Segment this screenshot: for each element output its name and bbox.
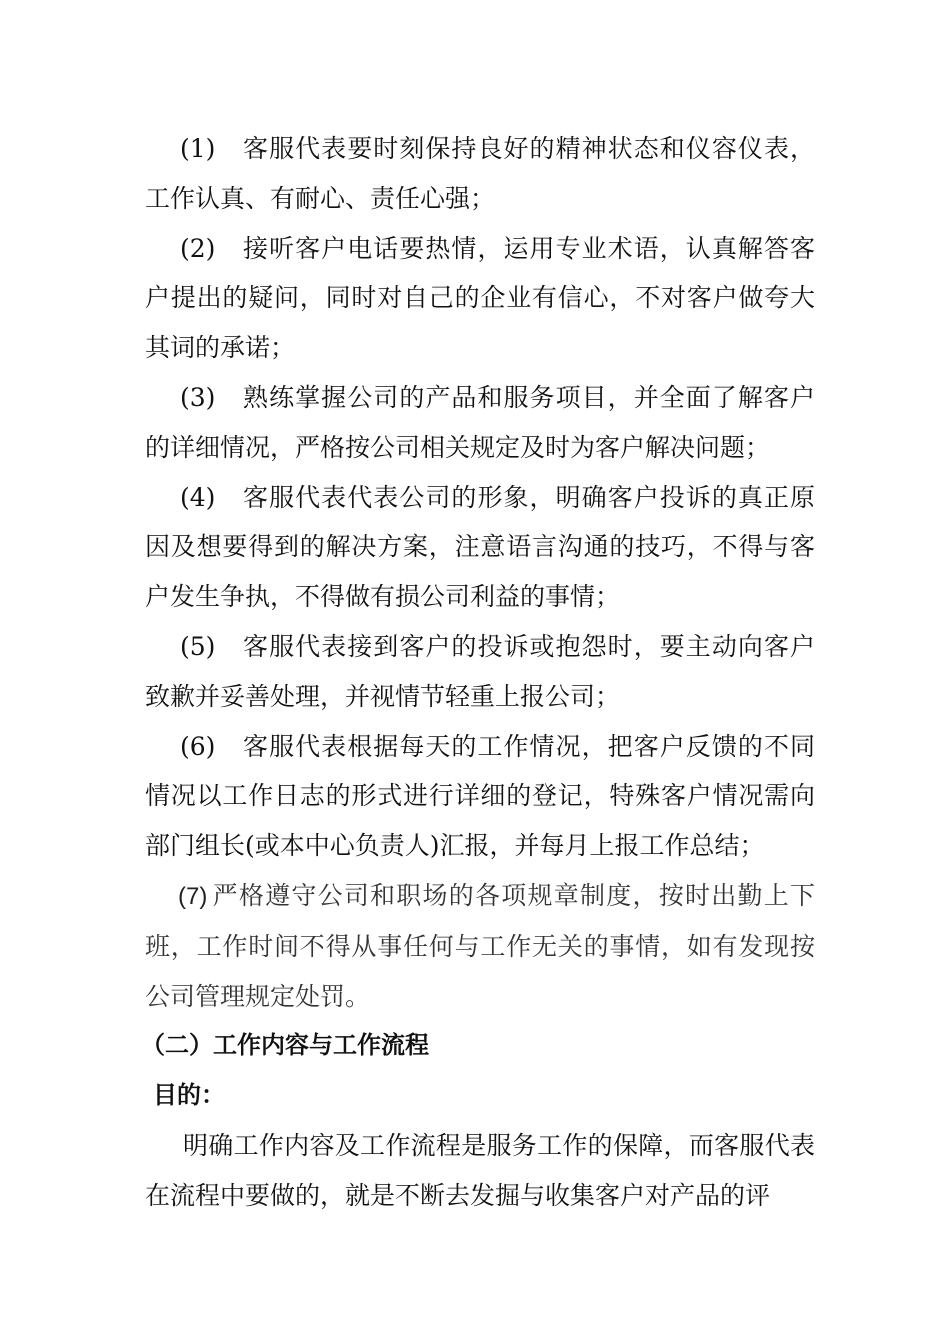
item-number: (5) — [180, 631, 216, 661]
item-text: 客服代表接到客户的投诉或抱怨时，要主动向客户致歉并妥善处理，并视情节轻重上报公司； — [145, 631, 815, 711]
item-text: 客服代表代表公司的形象，明确客户投诉的真正原因及想要得到的解决方案，注意语言沟通的技巧，不得与客户发生争执，不得做有损公司利益的事情； — [145, 482, 815, 612]
item-number: (7) — [178, 882, 208, 910]
purpose-text: 明确工作内容及工作流程是服务工作的保障，而客服代表在流程中要做的，就是不断去发掘与收集客户对产品的评 — [145, 1130, 815, 1210]
list-item-5 — [145, 622, 815, 722]
list-item-4 — [145, 473, 815, 622]
item-text: 接听客户电话要热情，运用专业术语，认真解答客户提出的疑问，同时对自己的企业有信心，不对客户做夸大其词的承诺； — [145, 233, 815, 363]
item-number: (2) — [180, 233, 216, 263]
item-text: 客服代表要时刻保持良好的精神状态和仪容仪表，工作认真、有耐心、责任心强； — [145, 134, 815, 213]
item-number: (1) — [180, 134, 216, 163]
document-body — [141, 124, 815, 1221]
list-item-2 — [145, 224, 815, 373]
item-text: 熟练掌握公司的产品和服务项目，并全面了解客户的详细情况，严格按公司相关规定及时为客户解决问题； — [145, 382, 815, 462]
list-item-1 — [145, 124, 815, 224]
section-heading: （二）工作内容与工作流程 — [141, 1031, 429, 1060]
item-number: (4) — [180, 482, 216, 512]
list-item-6 — [145, 722, 815, 871]
item-number: (3) — [180, 382, 216, 412]
purpose-label: 目的： — [153, 1081, 225, 1110]
list-item-3 — [145, 373, 815, 473]
item-number: (6) — [180, 731, 216, 761]
list-item-7 — [145, 871, 815, 1021]
item-text: 严格遵守公司和职场的各项规章制度，按时出勤上下班，工作时间不得从事任何与工作无关的事情，如有发现按公司管理规定处罚。 — [145, 880, 815, 1011]
item-text: 客服代表根据每天的工作情况，把客户反馈的不同情况以工作日志的形式进行详细的登记，特殊客户情况需向部门组长(或本中心负责人)汇报，并每月上报工作总结； — [145, 731, 815, 861]
